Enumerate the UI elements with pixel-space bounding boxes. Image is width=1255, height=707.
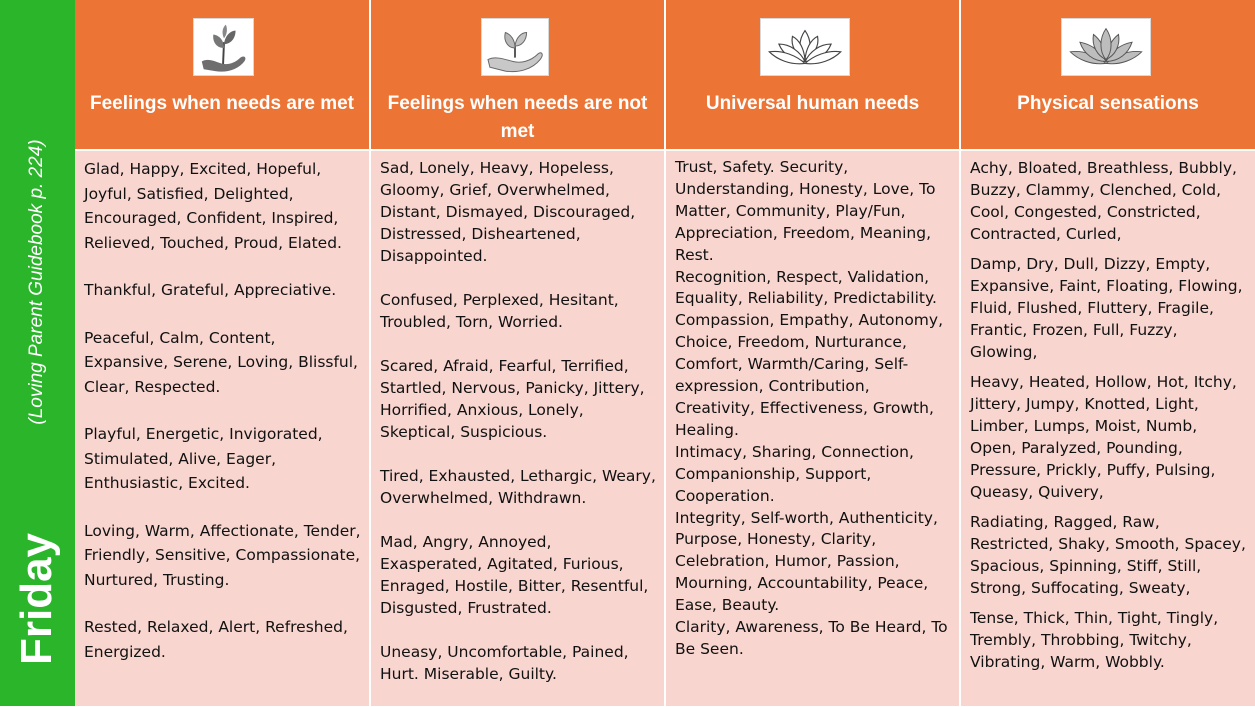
sidebar bbox=[0, 0, 75, 706]
source-reference: (Loving Parent Guidebook p. 224) bbox=[26, 139, 47, 425]
sensation-group: Heavy, Heated, Hollow, Hot, Itchy, Jittery, Jumpy, Knotted, Light, Limber, Lumps, Moist, Numb, Open, Paralyzed, Pounding, Pressure, Prickly, Puffy, Pulsing, Queasy, Quivery, bbox=[970, 373, 1237, 501]
need-group: Integrity, Self-worth, Authenticity, Purpose, Honesty, Clarity, Celebration, Humor, Passion, Mourning, Accountability, Peace, Ease, Beauty. bbox=[675, 508, 938, 615]
lotus-outline-icon bbox=[760, 18, 850, 76]
column-title: Feelings when needs are met bbox=[90, 93, 354, 114]
need-group: Recognition, Respect, Validation, Equality, Reliability, Predictability. bbox=[675, 267, 937, 308]
day-title: Friday bbox=[12, 532, 61, 666]
column-needs-not-met bbox=[371, 0, 664, 706]
feeling-group: Scared, Afraid, Fearful, Terrified, Startled, Nervous, Panicky, Jittery, Horrified, Anxious, Lonely, Skeptical, Suspicious. bbox=[380, 357, 645, 441]
feeling-group: Rested, Relaxed, Alert, Refreshed, Energized. bbox=[84, 618, 348, 661]
feeling-group: Tired, Exhausted, Lethargic, Weary, Overwhelmed, Withdrawn. bbox=[380, 467, 656, 507]
sensation-group: Tense, Thick, Thin, Tight, Tingly, Trembly, Throbbing, Twitchy, Vibrating, Warm, Wobbly. bbox=[970, 609, 1219, 671]
feeling-group: Loving, Warm, Affectionate, Tender, Friendly, Sensitive, Compassionate, Nurtured, Trusting. bbox=[84, 521, 361, 589]
sensation-group: Radiating, Ragged, Raw, Restricted, Shaky, Smooth, Spacey, Spacious, Spinning, Stiff, Still, Strong, Suffocating, Sweaty, bbox=[970, 513, 1246, 597]
feeling-group: Uneasy, Uncomfortable, Pained, Hurt. Miserable, Guilty. bbox=[380, 643, 629, 683]
seedling-hand-icon bbox=[193, 18, 254, 76]
column-title: Universal human needs bbox=[705, 93, 920, 114]
sensation-group: Damp, Dry, Dull, Dizzy, Empty, Expansive, Faint, Floating, Flowing, Fluid, Flushed, Fluttery, Fragile, Frantic, Frozen, Full, Fuzzy, Glowing, bbox=[970, 255, 1243, 361]
feeling-group: Sad, Lonely, Heavy, Hopeless, Gloomy, Grief, Overwhelmed, Distant, Dismayed, Discouraged, Distressed, Disheartened, Disappointed. bbox=[380, 159, 636, 265]
feeling-group: Glad, Happy, Excited, Hopeful, Joyful, Satisfied, Delighted, Encouraged, Confident, Inspired, Relieved, Touched, Proud, Elated. bbox=[84, 160, 342, 252]
feeling-group: Thankful, Grateful, Appreciative. bbox=[84, 281, 337, 299]
need-group: Trust, Safety. Security, Understanding, Honesty, Love, To Matter, Community, Play/Fun, Appreciation, Freedom, Meaning, Rest. bbox=[675, 158, 936, 264]
feeling-group: Confused, Perplexed, Hesitant, Troubled, Torn, Worried. bbox=[380, 291, 619, 331]
column-content bbox=[380, 157, 656, 707]
lotus-gray-icon bbox=[1061, 18, 1151, 76]
column-header bbox=[961, 0, 1255, 149]
feeling-group: Mad, Angry, Annoyed, Exasperated, Agitated, Furious, Enraged, Hostile, Bitter, Resentful, Disgusted, Frustrated. bbox=[380, 533, 649, 617]
column-header bbox=[371, 0, 664, 149]
column-universal-needs bbox=[666, 0, 959, 706]
column-content bbox=[675, 157, 951, 661]
sprout-hand-icon bbox=[481, 18, 549, 76]
column-content bbox=[84, 157, 361, 687]
column-header bbox=[75, 0, 369, 149]
column-header bbox=[666, 0, 959, 149]
feeling-group: Playful, Energetic, Invigorated, Stimulated, Alive, Eager, Enthusiastic, Excited. bbox=[84, 425, 323, 492]
need-group: Clarity, Awareness, To Be Heard, To Be Seen. bbox=[675, 618, 948, 658]
column-content bbox=[970, 157, 1247, 681]
sensation-group: Achy, Bloated, Breathless, Bubbly, Buzzy, Clammy, Clenched, Cold, Cool, Congested, Constricted, Contracted, Curled, bbox=[970, 159, 1237, 243]
column-title: Physical sensations bbox=[1017, 93, 1199, 114]
feelings-needs-table bbox=[75, 0, 1255, 706]
need-group: Compassion, Empathy, Autonomy, Choice, Freedom, Nurturance, Comfort, Warmth/Caring, Self-expression, Contribution, Creativity, Effectiveness, Growth, Healing. bbox=[675, 311, 944, 439]
column-physical-sensations bbox=[961, 0, 1255, 706]
need-group: Intimacy, Sharing, Connection, Companionship, Support, Cooperation. bbox=[675, 442, 914, 505]
column-title: Feelings when needs are not met bbox=[387, 93, 648, 142]
feeling-group: Peaceful, Calm, Content, Expansive, Serene, Loving, Blissful, Clear, Respected. bbox=[84, 328, 358, 396]
column-needs-met bbox=[75, 0, 369, 706]
